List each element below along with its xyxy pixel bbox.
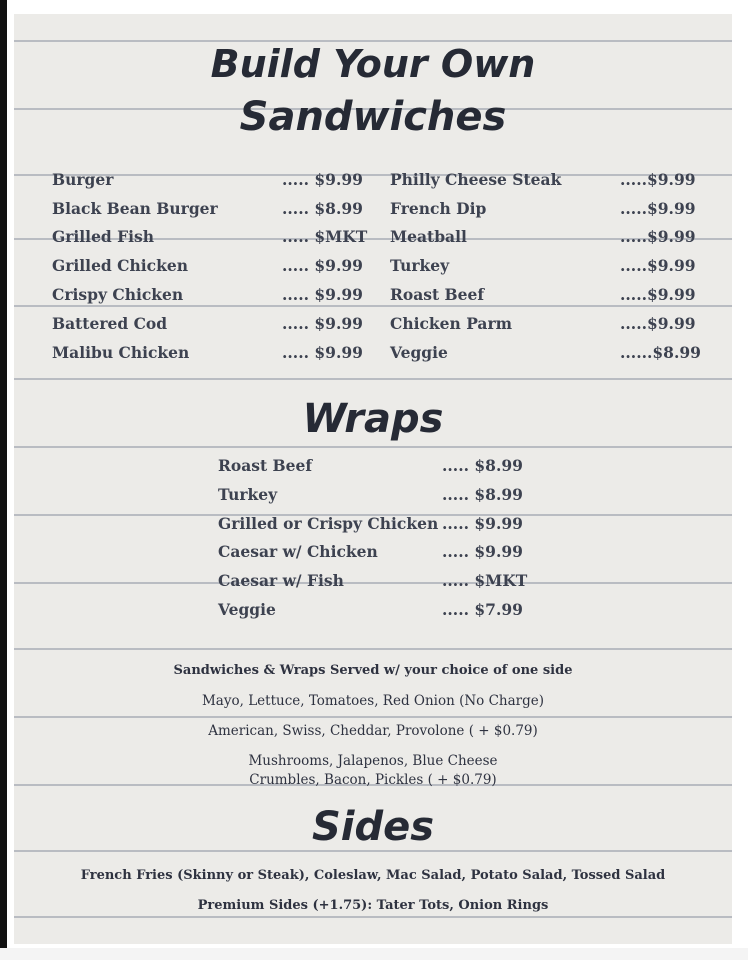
list-item [52,227,368,251]
list-item [52,343,362,367]
item-price: ..... $8.99 [442,485,523,504]
item-name: Grilled Chicken [52,256,188,275]
item-price: ..... $9.99 [282,256,363,275]
list-item [218,514,538,538]
item-name: Malibu Chicken [52,343,190,362]
served-with-note: Sandwiches & Wraps Served w/ your choice of one side [173,663,573,678]
item-price: .....$9.99 [620,170,696,189]
item-price: .....$9.99 [620,256,696,275]
item-name: Turkey [390,256,450,275]
list-item [218,456,538,480]
plank-line [14,648,732,650]
item-price: .....$9.99 [620,227,696,246]
sides-title: Sides [311,804,435,850]
item-name: Turkey [218,485,278,504]
item-price: ..... $9.99 [442,514,523,533]
sides-regular: French Fries (Skinny or Steak), Coleslaw, Mac Salad, Potato Salad, Tossed Salad [80,868,666,883]
list-item [390,314,710,338]
item-price: ..... $9.99 [282,314,363,333]
item-price: .....$9.99 [620,199,696,218]
item-price: ..... $9.99 [282,170,363,189]
list-item [52,314,362,338]
scan-left-edge [0,0,7,960]
item-name: Caesar w/ Chicken [218,542,378,561]
list-item [218,600,538,624]
list-item [390,256,710,280]
sandwiches-title-line1: Build Your Own [210,42,536,86]
item-price: ..... $9.99 [282,343,363,362]
item-price: ..... $MKT [442,571,528,590]
list-item [390,343,710,367]
no-charge-toppings: Mayo, Lettuce, Tomatoes, Red Onion (No Charge) [201,693,545,709]
extras-line1: Mushrooms, Jalapenos, Blue Cheese [248,753,498,769]
item-price: .....$9.99 [620,285,696,304]
list-item [52,285,362,309]
item-name: Grilled or Crispy Chicken [218,514,439,533]
list-item [390,227,710,251]
item-name: Meatball [390,227,467,246]
item-name: Crispy Chicken [52,285,184,304]
list-item [52,256,362,280]
item-name: Philly Cheese Steak [390,170,562,189]
item-name: Caesar w/ Fish [218,571,344,590]
plank-line [14,378,732,380]
plank-line [14,916,732,918]
item-price: ..... $7.99 [442,600,523,619]
item-name: Veggie [390,343,448,362]
item-price: ..... $9.99 [442,542,523,561]
scan-bottom-edge [0,948,748,960]
plank-line [14,850,732,852]
sides-premium: Premium Sides (+1.75): Tater Tots, Onion Rings [197,898,549,913]
sandwiches-title-line2: Sandwiches [239,94,507,140]
list-item [390,199,710,223]
plank-line [14,716,732,718]
list-item [52,170,362,194]
item-name: Roast Beef [218,456,313,475]
item-name: Black Bean Burger [52,199,218,218]
item-price: ......$8.99 [620,343,701,362]
menu-page [14,14,732,944]
item-name: Burger [52,170,114,189]
list-item [218,542,538,566]
plank-line [14,446,732,448]
item-name: Battered Cod [52,314,168,333]
item-name: French Dip [390,199,487,218]
item-name: Roast Beef [390,285,485,304]
list-item [390,170,710,194]
item-price: ..... $8.99 [282,199,363,218]
extras-line2: Crumbles, Bacon, Pickles ( + $0.79) [249,772,497,788]
list-item [390,285,710,309]
item-price: ..... $MKT [282,227,368,246]
cheese-options: American, Swiss, Cheddar, Provolone ( + $0.79) [208,723,538,739]
item-name: Veggie [218,600,276,619]
item-price: .....$9.99 [620,314,696,333]
item-price: ..... $9.99 [282,285,363,304]
item-name: Chicken Parm [390,314,513,333]
list-item [52,199,362,223]
list-item [218,571,538,595]
wraps-title: Wraps [302,396,444,442]
list-item [218,485,538,509]
item-name: Grilled Fish [52,227,155,246]
item-price: ..... $8.99 [442,456,523,475]
